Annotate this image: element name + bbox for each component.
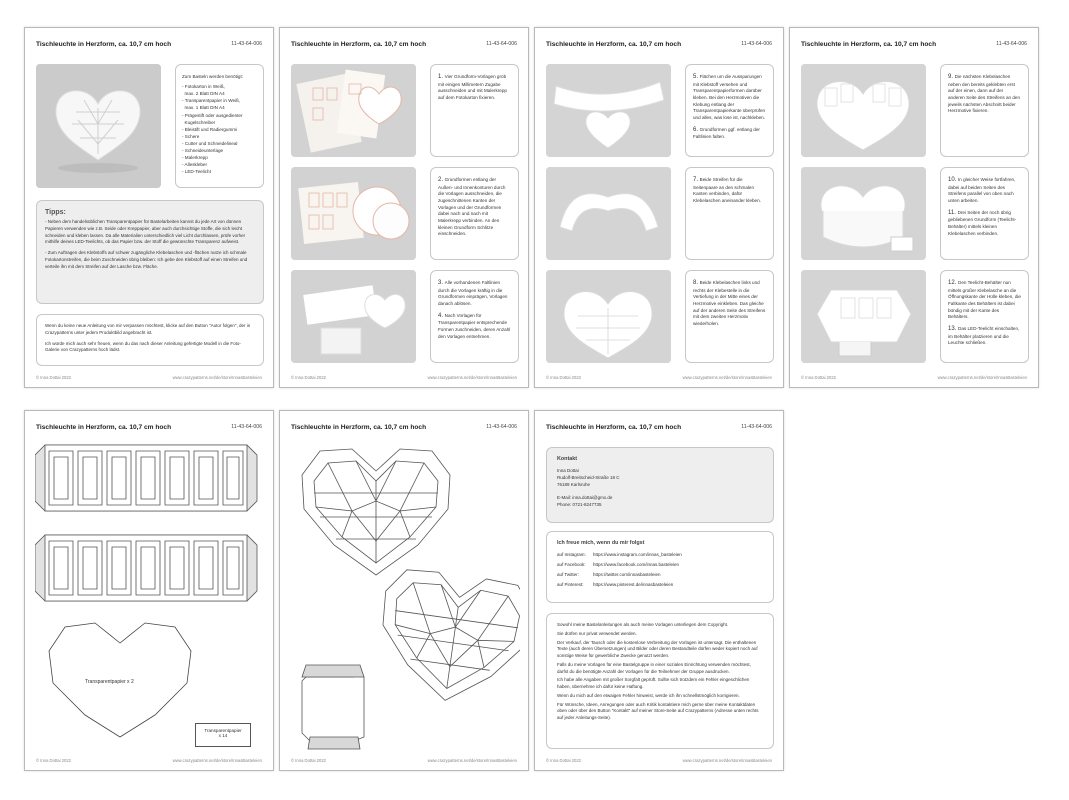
- page-footer: [36, 375, 262, 380]
- contact-line: 76189 Karlsruhe: [557, 481, 591, 487]
- lamp-photo: [36, 64, 161, 188]
- tips-text-2: - Zum Auftragen des Klebstoffs auf schwer zugängliche Klebelaschen und -flächen nutze ich schmale Fotokartonstreifen, die beim Zuschneiden übrig bleiben: Ich gebe den Klebstoff auf einen Streifen und verteile ihn mit dem Streifen auf der Lasche bzw. Fläche.: [45, 250, 248, 269]
- materials-item: max. 1 Blatt DIN A4: [182, 105, 225, 111]
- step-number: 10.: [948, 177, 959, 183]
- step-text: Grundformen entlang der Außen- und Innenkonturen durch die Vorlagen ausschneiden, die zugeschnittenen Kanten der Vorlagen und der Grundformen dabei nach und nach mit Malerkrepp verbinden. An den kleinen Grundform Schlitze einschneiden.: [438, 177, 506, 237]
- legal-paragraph: Für Wünsche, Ideen, Anregungen oder auch Kritik kontaktiere mich gerne über meine Kontaktdaten oben oder über den Button "Kontakt" auf meiner Store-Seite auf Crazypatterns (Adresse unten rechts auf jeder Anleitungs-Seite).: [557, 701, 759, 720]
- instruction-step: [693, 279, 766, 328]
- page-title: Tischleuchte in Herzform, ca. 10,7 cm hoch: [291, 41, 427, 48]
- page-footer: [291, 758, 517, 763]
- step-photo-1: [291, 64, 416, 157]
- social-link[interactable]: https://www.instagram.com/innas_basteleien: [593, 552, 682, 557]
- page-title: Tischleuchte in Herzform, ca. 10,7 cm hoch: [291, 424, 427, 431]
- page-footer: [546, 758, 772, 763]
- legal-box: [546, 613, 774, 749]
- materials-item: Kugelschreiber: [182, 119, 216, 125]
- materials-item: max. 2 Blatt DIN A4: [182, 91, 225, 97]
- page-3: [534, 27, 784, 388]
- follow-note-box: [36, 314, 264, 366]
- instruction-step: [693, 73, 766, 122]
- page-code: 11-43-64-006: [486, 41, 517, 47]
- materials-item: - Transparentpapier in Weiß,: [182, 98, 241, 104]
- template-strips: [35, 441, 267, 621]
- step-box-2: [430, 167, 519, 260]
- follow-note-2: Ich würde mich auch sehr freuen, wenn du das nach dieser Anleitung gefertigte Modell in die Foto-Galerie von Crazypatterns hoch lädst.: [45, 340, 241, 353]
- contact-line: Rudolf-Breitscheid-Straße 18 C: [557, 474, 620, 480]
- step-box-10: [940, 167, 1029, 260]
- page-title: Tischleuchte in Herzform, ca. 10,7 cm hoch: [546, 424, 682, 431]
- footer-url: www.crazypatterns.net/de/store/InnasBasteleien: [172, 375, 262, 380]
- step-text: Flächen um die Aussparungen mit Klebstoff versehen und Transparentpapierformen darüber kleben. Bei den Herzmotiven die Klebung entlang der Transparentpapierkante überprüfen und alles, was lose ist, nachkleben.: [693, 74, 766, 120]
- instruction-text: [686, 271, 773, 340]
- footer-url: www.crazypatterns.net/de/store/InnasBasteleien: [682, 375, 772, 380]
- step-number: 7.: [693, 177, 700, 183]
- legal-paragraph: Falls du meine Vorlagen für eine Bastelgruppe in einer sozialen Einrichtung verwenden möchtest, darfst du die benötigte Anzahl der Vorlagen für die Teilnehmer der Gruppe ausdrucken.: [557, 661, 751, 674]
- instruction-step: [948, 325, 1021, 347]
- legal-paragraph: Sowohl meine Bastelanleitungen als auch meine Vorlagen unterliegen dem Copyright.: [557, 622, 729, 627]
- social-row: [557, 582, 763, 587]
- materials-item: - Schere: [182, 133, 200, 139]
- step-number: 1.: [438, 74, 445, 80]
- page-code: 11-43-64-006: [996, 41, 1027, 47]
- instruction-text: [431, 168, 518, 250]
- step-number: 12.: [948, 280, 959, 286]
- step-text: Den Teelicht-Behälter nun mittels großer Klebelasche an die Öffnungskante der Hülle kleben, die Faltkante des Behälters ist dabei bündig mit der Kante des Behälters.: [948, 280, 1021, 320]
- step-box-3: [430, 270, 519, 363]
- page-4: [789, 27, 1039, 388]
- step-photo-10: [801, 167, 926, 260]
- follow-box: [546, 531, 774, 603]
- instruction-step: [693, 176, 766, 205]
- tips-title: Tipps:: [45, 209, 66, 216]
- materials-item: - Alleskleber: [182, 162, 208, 168]
- instruction-text: [431, 271, 518, 352]
- step-number: 2.: [438, 177, 445, 183]
- footer-copyright: © Inna Dottai 2022: [291, 375, 326, 380]
- contact-line: E-Mail: inna.dottai@gmx.de: [557, 495, 613, 500]
- step-text: Die nächsten Klebelaschen neben den bereits geklebten erst auf der einen, dann auf der anderen Seite des Streifens an den jeweils nächsten Abschnitt beider Herzmotive fixieren.: [948, 74, 1021, 114]
- tips-box: [36, 200, 264, 304]
- page-footer: [36, 758, 262, 763]
- step-text: Vier Grundform-Vorlagen grob mit einigen Millimetern Zugabe ausschneiden und mit Malerkrepp auf dem Fotokarton fixieren.: [438, 74, 507, 100]
- page-code: 11-43-64-006: [486, 424, 517, 430]
- footer-copyright: © Inna Dottai 2022: [36, 758, 71, 763]
- instruction-step: [948, 176, 1021, 205]
- legal-paragraph: Der Verkauf, der Tausch oder die kostenlose Verbreitung der Vorlagen ist untersagt. Die enthaltenen Texte (auch deren Übersetzungen) und Bilder oder deren Bestandteile dürfen weder kopiert noch auf sonstige Weise für gewerbliche Zwecke genutzt werden.: [557, 639, 758, 658]
- instruction-step: [438, 279, 511, 308]
- footer-url: www.crazypatterns.net/de/store/InnasBasteleien: [427, 375, 517, 380]
- page-code: 11-43-64-006: [741, 424, 772, 430]
- materials-item: - Fotokarton in Weiß,: [182, 84, 225, 90]
- step-text: Beide Streifen für die Seitenpaare an den schmalen Kanten verbinden, dafür Klebelaschen aneinander kleben.: [693, 177, 761, 203]
- step-number: 13.: [948, 325, 959, 332]
- page-title: Tischleuchte in Herzform, ca. 10,7 cm hoch: [546, 41, 682, 48]
- legal-paragraph: Wenn du mich auf den etwaigen Fehler hinweist, werde ich ihn schnellstmöglich korrigieren.: [557, 692, 740, 698]
- contact-lines: [557, 468, 763, 509]
- materials-item: Zum Basteln werden benötigt:: [182, 74, 244, 79]
- strip-label-box: Transparentpapier x 14: [195, 723, 251, 747]
- instruction-step: [438, 73, 511, 102]
- page-code: 11-43-64-006: [741, 41, 772, 47]
- step-box-1: [430, 64, 519, 157]
- footer-copyright: © Inna Dottai 2022: [291, 758, 326, 763]
- social-row: [557, 562, 763, 567]
- step-text: Drei Seiten der noch übrig gebliebenen Grundform (Teelicht-Behälter) mittels kleinen Klebelaschen verbinden.: [948, 209, 1017, 236]
- materials-box: [175, 64, 264, 188]
- step-photo-7: [546, 167, 671, 260]
- page-2: [279, 27, 529, 388]
- social-link[interactable]: https://www.facebook.com/innas.basteleien: [593, 562, 680, 567]
- step-box-8: [685, 270, 774, 363]
- materials-item: - Malerkrepp: [182, 155, 208, 161]
- instruction-text: [941, 168, 1028, 249]
- step-photo-5: [546, 64, 671, 157]
- footer-url: www.crazypatterns.net/de/store/InnasBasteleien: [427, 758, 517, 763]
- step-number: 4.: [438, 312, 445, 319]
- legal-paragraph: Ich habe alle Angaben mit großer Sorgfalt geprüft. Sollte sich trotzdem ein Fehler eingeschlichen haben, übernehme ich dafür keine Haftung.: [557, 677, 750, 689]
- step-number: 8.: [693, 280, 700, 286]
- step-number: 3.: [438, 280, 445, 286]
- page-title: Tischleuchte in Herzform, ca. 10,7 cm hoch: [801, 41, 937, 48]
- step-text: Beide Klebelaschen links und rechts der Klebestelle in die Vertiefung in der Mitte eines der Herzmotive einkleben. Das gleiche auf der anderen Seite des Streifens mit dem zweiten Herzmotiv wiederholen.: [693, 280, 766, 326]
- instruction-text: [941, 65, 1028, 127]
- social-label: auf Pinterest:: [557, 582, 584, 587]
- contact-box: [546, 447, 774, 523]
- instruction-text: [431, 65, 518, 114]
- step-photo-12: [801, 270, 926, 363]
- page-7: [534, 410, 784, 771]
- page-footer: [801, 375, 1027, 380]
- contact-line: Inna Dottai: [557, 468, 579, 473]
- social-label: auf Twitter:: [557, 572, 579, 577]
- step-number: 11.: [948, 209, 958, 216]
- legal-paragraph: Sie dürfen nur privat verwendet werden.: [557, 630, 637, 636]
- step-box-5: [685, 64, 774, 157]
- social-row: [557, 572, 763, 577]
- follow-title: Ich freue mich, wenn du mir folgst: [557, 540, 645, 546]
- contact-title: Kontakt: [557, 456, 578, 462]
- step-photo-3: [291, 270, 416, 363]
- social-label: auf Facebook:: [557, 562, 586, 567]
- materials-item: - LED-Teelicht: [182, 169, 211, 175]
- step-text: In gleicher Weise fortfahren, dabei auf beiden Seiten des Streifens parallel von oben nach unten arbeiten.: [948, 177, 1016, 203]
- template-hearts: [292, 437, 520, 757]
- contact-line: [557, 488, 763, 495]
- footer-copyright: © Inna Dottai 2022: [36, 375, 71, 380]
- step-box-9: [940, 64, 1029, 157]
- step-text: Das LED-Teelicht einschalten, im Behälter platzieren und die Leuchte schließen.: [948, 325, 1020, 346]
- step-number: 5.: [693, 74, 700, 80]
- step-text: Nach Vorlagen für Transparentpapier entsprechende Formen zuschneiden, deren Anzahl den Vorlagen entnehmen.: [438, 312, 511, 339]
- social-link[interactable]: https://www.pinterest.de/innasbasteleien: [593, 582, 674, 587]
- tips-text-1: - Neben dem handelsüblichen Transparentpapier für Bastelarbeiten kannst du jede Art von dünnen Papieren verwenden wie z.B. Seide oder Kreppapier, aber auch durchsichtige Stoffe, die sich leicht schneiden und kleben lassen. Da alle Materialien unterschiedlich viel Licht durchlassen, prüfe vorher mithilfe deines LED-Teelichts, ob das Papier bzw. der Stoff die gewünschte Transparenz aufweist.: [45, 219, 246, 245]
- social-link[interactable]: https://twitter.com/innasbasteleien: [593, 572, 661, 577]
- page-footer: [291, 375, 517, 380]
- social-row: [557, 552, 763, 557]
- footer-url: www.crazypatterns.net/de/store/InnasBasteleien: [172, 758, 262, 763]
- materials-item: - Bleistift und Radiergummi: [182, 126, 238, 132]
- footer-url: www.crazypatterns.net/de/store/InnasBasteleien: [937, 375, 1027, 380]
- materials-item: - Schneideunterlage: [182, 148, 224, 154]
- contact-line: Phone: 0721-8247735: [557, 501, 602, 507]
- step-number: 6.: [693, 126, 700, 133]
- step-box-12: [940, 270, 1029, 363]
- page-5: [24, 410, 274, 771]
- page-1: [24, 27, 274, 388]
- follow-note-1: Wenn du keine neue Anleitung von mir verpassen möchtest, klicke auf den Button "Autor folgen", der in Crazypatterns unter jedem Produktbild angebracht ist.: [45, 323, 251, 335]
- instruction-step: [948, 279, 1021, 321]
- page-6: [279, 410, 529, 771]
- heart-label: Transparentpapier x 2: [85, 679, 134, 685]
- legal-text: [557, 622, 763, 722]
- instruction-step: [948, 209, 1021, 238]
- instruction-text: [686, 168, 773, 217]
- step-box-7: [685, 167, 774, 260]
- step-photo-2: [291, 167, 416, 260]
- page-title: Tischleuchte in Herzform, ca. 10,7 cm hoch: [36, 41, 172, 48]
- step-text: Alle vorhandenen Faltlinien durch die Vorlagen kräftig in die Grundformen einprägen, Vorlagen danach ablösen.: [438, 280, 508, 306]
- instruction-step: [438, 176, 511, 238]
- page-title: Tischleuchte in Herzform, ca. 10,7 cm hoch: [36, 424, 172, 431]
- footer-copyright: © Inna Dottai 2022: [546, 758, 581, 763]
- step-photo-8: [546, 270, 671, 363]
- page-code: 11-43-64-006: [231, 41, 262, 47]
- materials-list: [176, 65, 263, 184]
- page-footer: [546, 375, 772, 380]
- instruction-step: [438, 312, 511, 341]
- step-number: 9.: [948, 74, 955, 80]
- step-text: Grundformen ggf. entlang der Faltlinien falten.: [693, 126, 760, 140]
- instruction-step: [948, 73, 1021, 115]
- step-photo-9: [801, 64, 926, 157]
- footer-url: www.crazypatterns.net/de/store/InnasBasteleien: [682, 758, 772, 763]
- materials-item: - Cutter und Schneidelineal: [182, 140, 238, 146]
- materials-item: - Prägestift oder ausgedienter: [182, 112, 243, 118]
- footer-copyright: © Inna Dottai 2022: [801, 375, 836, 380]
- footer-copyright: © Inna Dottai 2022: [546, 375, 581, 380]
- page-code: 11-43-64-006: [231, 424, 262, 430]
- social-list: [557, 552, 763, 587]
- instruction-text: [686, 65, 773, 153]
- instruction-step: [693, 126, 766, 141]
- instruction-text: [941, 271, 1028, 359]
- social-label: auf Instagram:: [557, 552, 586, 557]
